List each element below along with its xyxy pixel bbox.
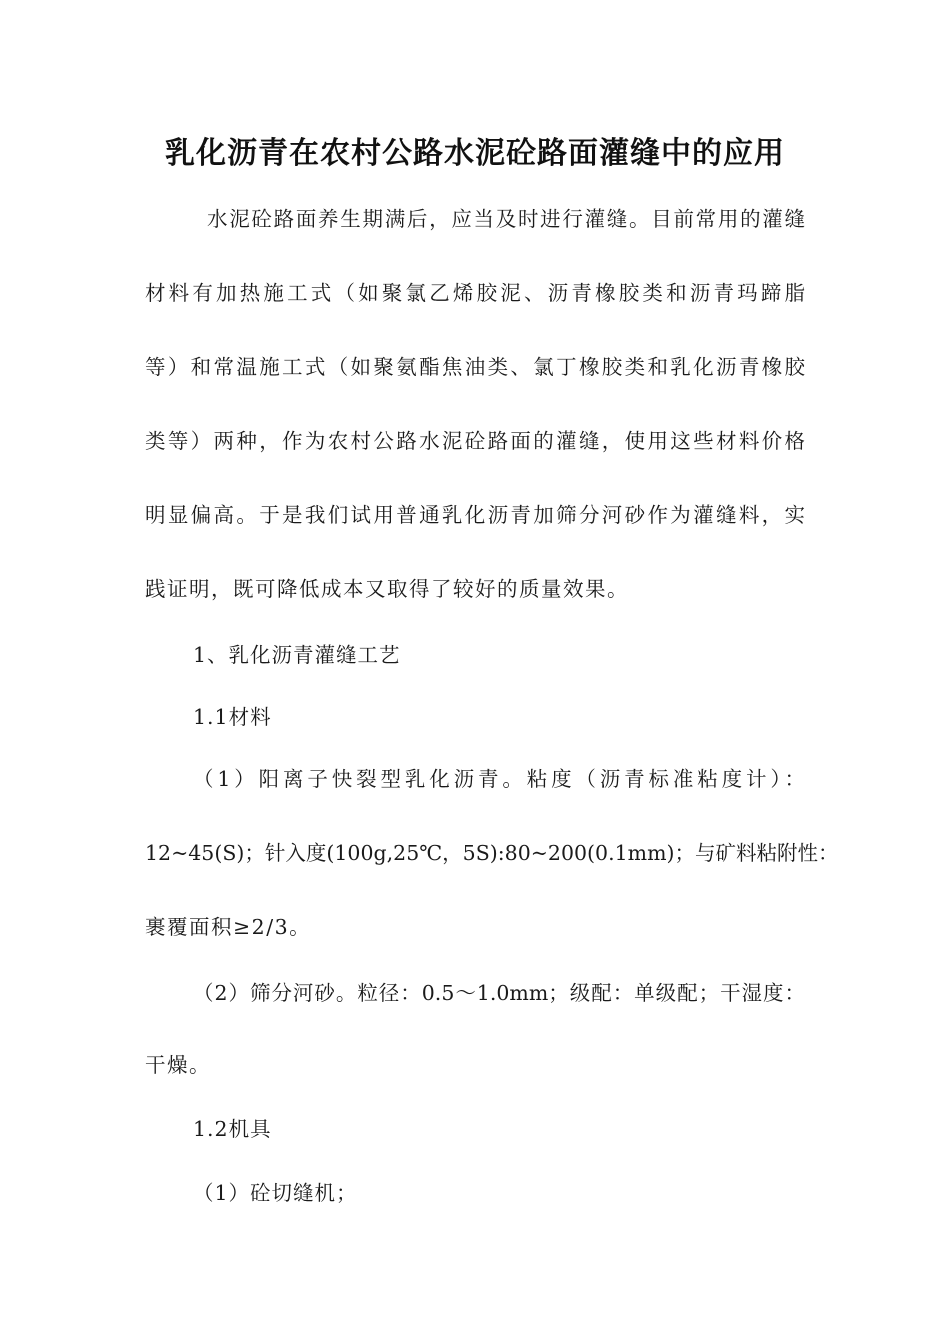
intro-paragraph-line-5: 明显偏高。于是我们试用普通乳化沥青加筛分河砂作为灌缝料，实 [145,503,805,527]
subsection-1-2-heading: 1.2机具 [193,1117,272,1141]
intro-paragraph-line-2: 材料有加热施工式（如聚氯乙烯胶泥、沥青橡胶类和沥青玛蹄脂 [145,281,805,305]
item-2-line-1: （2）筛分河砂。粒径：0.5～1.0mm；级配：单级配；干湿度： [193,981,805,1005]
item-3-line-1: （1）砼切缝机； [193,1181,358,1205]
item-1-line-1: （1）阳离子快裂型乳化沥青。粘度（沥青标准粘度计）： [193,767,805,791]
intro-paragraph-line-1: 水泥砼路面养生期满后，应当及时进行灌缝。目前常用的灌缝 [207,207,805,231]
intro-paragraph-line-6: 践证明，既可降低成本又取得了较好的质量效果。 [145,577,629,601]
item-1-line-3: 裹覆面积≥2/3。 [145,915,312,939]
subsection-1-1-heading: 1.1材料 [193,705,272,729]
document-title: 乳化沥青在农村公路水泥砼路面灌缝中的应用 [165,136,785,171]
intro-paragraph-line-3: 等）和常温施工式（如聚氨酯焦油类、氯丁橡胶类和乳化沥青橡胶 [145,355,805,379]
intro-paragraph-line-4: 类等）两种，作为农村公路水泥砼路面的灌缝，使用这些材料价格 [145,429,805,453]
section-1-heading: 1、乳化沥青灌缝工艺 [193,643,401,667]
item-2-line-2: 干燥。 [145,1053,211,1077]
item-1-line-2: 12~45(S)；针入度(100g,25℃，5S):80~200(0.1mm)；与矿料粘附性： [145,841,839,865]
